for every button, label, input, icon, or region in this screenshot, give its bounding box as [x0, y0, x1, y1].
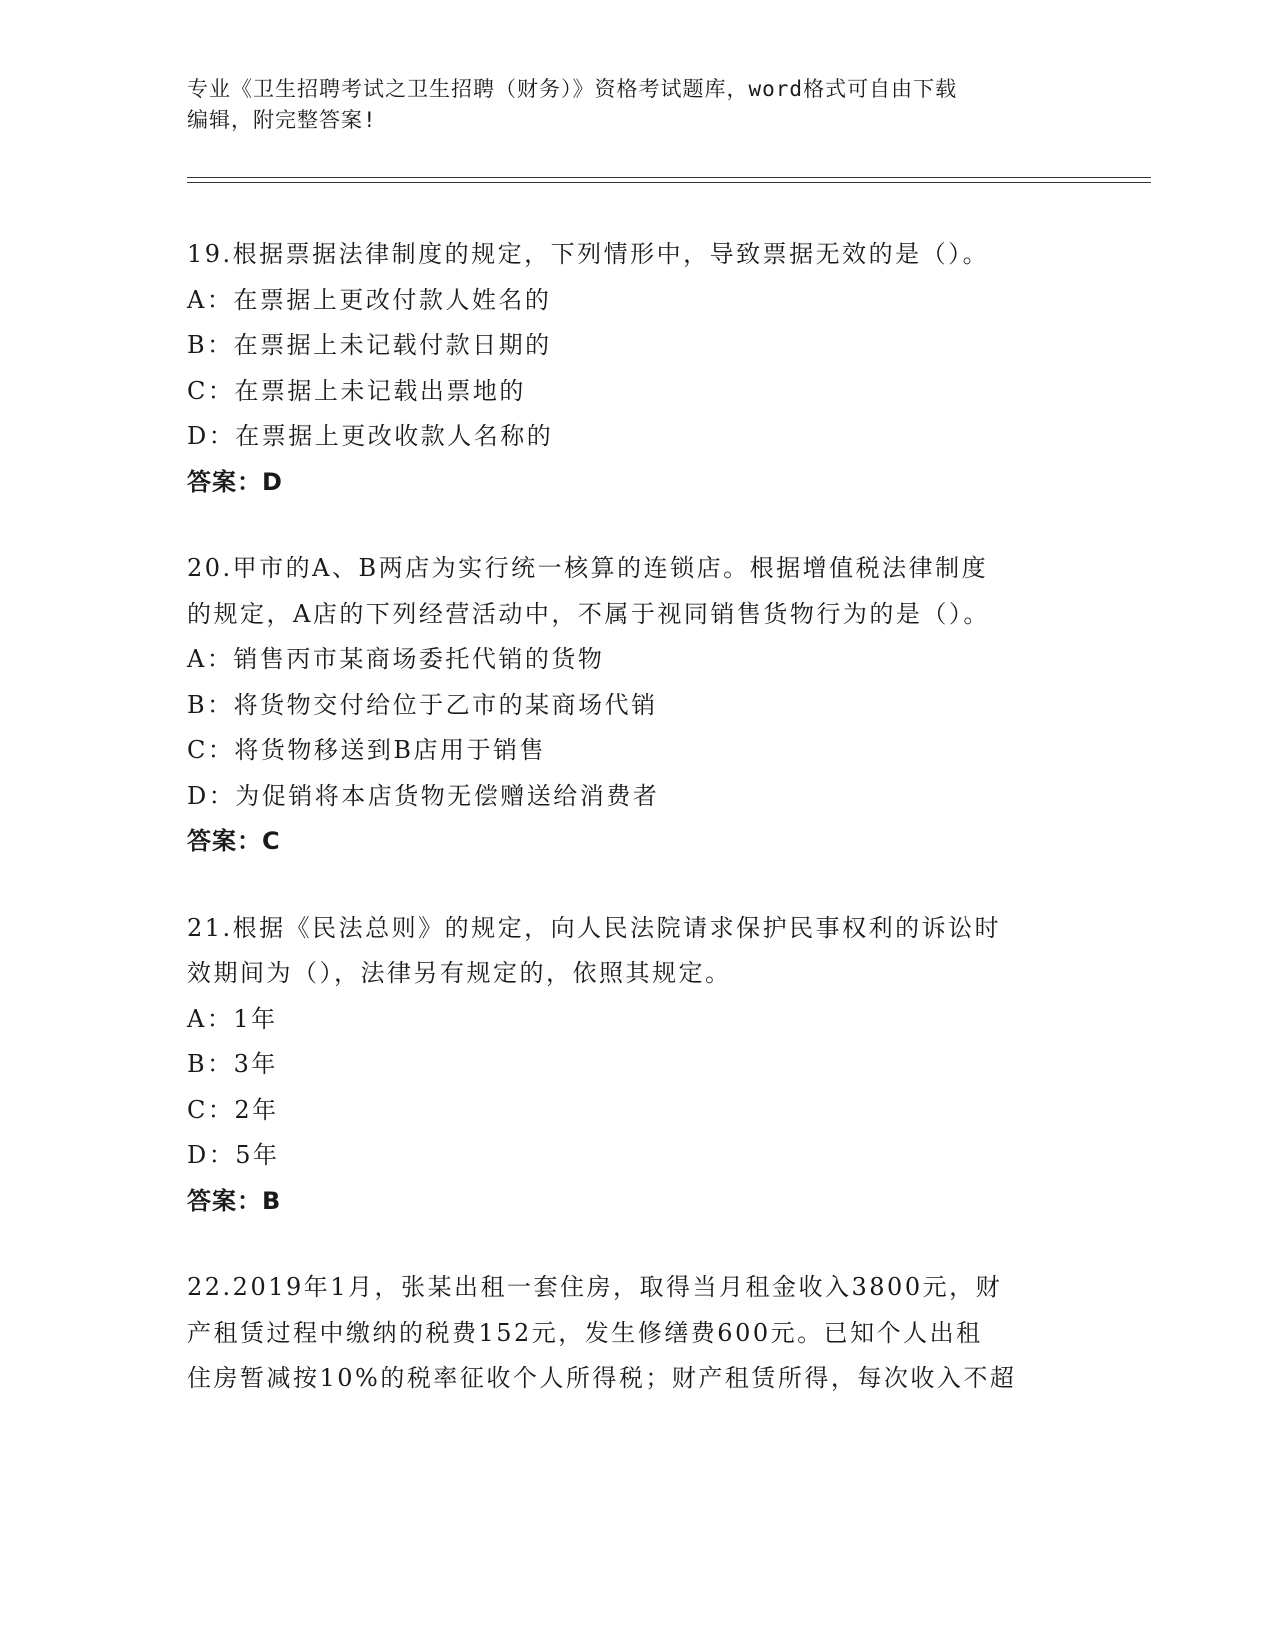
question-text: 19.根据票据法律制度的规定，下列情形中，导致票据无效的是（）。 [187, 240, 990, 268]
option-b: B：3年 [187, 1050, 278, 1078]
option-c: C：将货物移送到B店用于销售 [187, 736, 546, 764]
option-b: B：将货物交付给位于乙市的某商场代销 [187, 690, 658, 719]
question-text: 效期间为（），法律另有规定的，依照其规定。 [187, 959, 732, 987]
question-text: 22.2019年1月，张某出租一套住房，取得当月租金收入3800元，财 [187, 1273, 1003, 1301]
question-list [187, 232, 1087, 1443]
question-text: 21.根据《民法总则》的规定，向人民法院请求保护民事权利的诉讼时 [187, 913, 1002, 942]
option-d: D：5年 [187, 1141, 280, 1169]
question-text: 20.甲市的A、B两店为实行统一核算的连锁店。根据增值税法律制度 [187, 554, 989, 582]
question-text: 住房暂减按10%的税率征收个人所得税；财产租赁所得，每次收入不超 [187, 1364, 1017, 1392]
option-a: A：1年 [187, 1004, 278, 1033]
document-header [187, 74, 1087, 136]
header-divider-bottom [187, 182, 1151, 183]
header-divider-top [187, 177, 1151, 178]
question-20 [187, 546, 1087, 865]
option-c: C：在票据上未记载出票地的 [187, 376, 526, 405]
answer: 答案：C [187, 827, 281, 855]
option-c: C：2年 [187, 1095, 279, 1124]
option-d: D：在票据上更改收款人名称的 [187, 422, 554, 450]
question-21 [187, 906, 1087, 1225]
question-text: 产租赁过程中缴纳的税费152元，发生修缮费600元。已知个人出租 [187, 1318, 983, 1347]
option-a: A：在票据上更改付款人姓名的 [187, 285, 552, 314]
option-a: A：销售丙市某商场委托代销的货物 [187, 645, 605, 673]
header-line-2: 编辑，附完整答案! [187, 108, 377, 132]
answer: 答案：D [187, 467, 283, 496]
question-text: 的规定，A店的下列经营活动中，不属于视同销售货物行为的是（）。 [187, 599, 990, 628]
question-22 [187, 1265, 1087, 1402]
header-line-1: 专业《卫生招聘考试之卫生招聘（财务）》资格考试题库，word格式可自由下载 [187, 77, 958, 101]
option-d: D：为促销将本店货物无偿赠送给消费者 [187, 781, 660, 810]
question-19 [187, 232, 1087, 505]
answer: 答案：B [187, 1186, 282, 1215]
option-b: B：在票据上未记载付款日期的 [187, 331, 552, 359]
